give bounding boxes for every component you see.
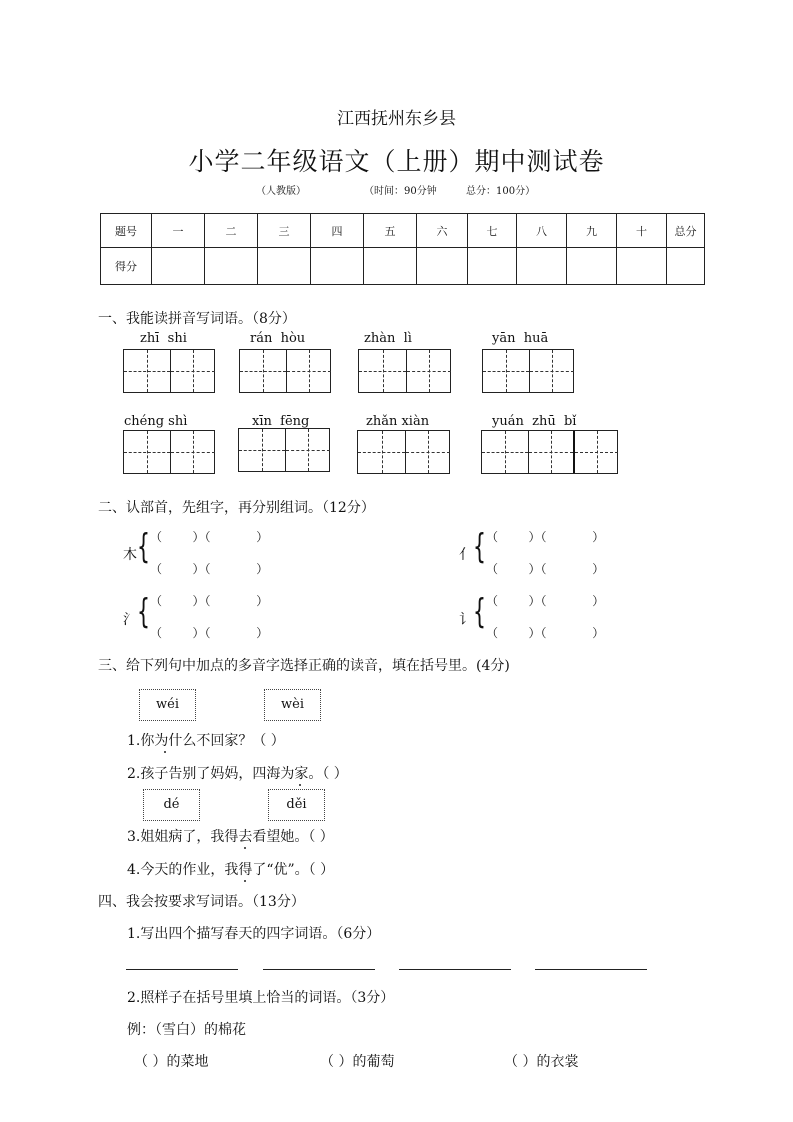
answer-line[interactable] [399, 969, 511, 970]
pinyin-label: zhǎn xiàn [366, 414, 430, 429]
score-header-cell: 四 [311, 214, 364, 248]
writing-grid[interactable] [358, 349, 451, 393]
score-cell[interactable] [468, 248, 517, 285]
writing-grid[interactable] [481, 430, 618, 474]
score-header-cell: 九 [567, 214, 617, 248]
emphasis-dot [164, 751, 166, 753]
answer-blank[interactable]: （ ）（ ） [150, 530, 269, 544]
pinyin-option-box: wéi [139, 689, 196, 721]
brace-icon: { [137, 592, 150, 632]
page-title: 小学二年级语文（上册）期中测试卷 [188, 147, 605, 176]
score-cell[interactable] [205, 248, 258, 285]
emphasis-dot [244, 847, 246, 849]
score-cell[interactable] [311, 248, 364, 285]
total-score-label: 总分：100分） [466, 186, 536, 197]
pinyin-label: xīn fēng [252, 414, 310, 429]
pinyin-label: zhī shi [140, 331, 187, 346]
answer-line[interactable] [535, 969, 647, 970]
radical-ren: 亻 [459, 547, 473, 563]
writing-grid[interactable] [357, 430, 450, 474]
score-row-label: 得分 [101, 248, 152, 285]
example-line: 例：（雪白）的棉花 [127, 1022, 246, 1038]
score-cell[interactable] [364, 248, 417, 285]
score-header-cell: 十 [617, 214, 667, 248]
edition-label: （人教版） [256, 186, 306, 197]
sentence-4: 4.今天的作业，我得了“优”。（ ） [127, 862, 335, 878]
emphasis-dot [244, 880, 246, 882]
pinyin-label: chéng shì [124, 414, 188, 429]
score-cell[interactable] [567, 248, 617, 285]
pinyin-label: zhàn lì [364, 331, 412, 346]
section3-heading: 三、给下列句中加点的多音字选择正确的读音，填在括号里。(4分) [98, 658, 510, 674]
writing-grid[interactable] [239, 349, 331, 393]
score-cell[interactable] [517, 248, 567, 285]
sentence-3: 3.姐姐病了，我得去看望她。（ ） [127, 829, 334, 845]
score-header-cell: 三 [258, 214, 311, 248]
score-cell[interactable] [258, 248, 311, 285]
time-label: （时间：90分钟 [364, 186, 437, 197]
fill-item[interactable]: （ ）的葡萄 [320, 1054, 395, 1070]
score-cell[interactable] [617, 248, 667, 285]
radical-yan: 讠 [459, 612, 473, 628]
pinyin-option-box: děi [268, 789, 325, 821]
writing-grid[interactable] [238, 428, 330, 472]
score-cell[interactable] [152, 248, 205, 285]
pinyin-label: yuán zhū bǐ [492, 414, 577, 429]
score-table [100, 213, 705, 285]
score-cell[interactable] [667, 248, 705, 285]
school-subtitle: 江西抚州东乡县 [337, 109, 456, 129]
answer-blank[interactable]: （ ）（ ） [150, 594, 269, 608]
answer-blank[interactable]: （ ）（ ） [486, 562, 605, 576]
score-header-cell: 七 [468, 214, 517, 248]
answer-line[interactable] [263, 969, 375, 970]
question-4-1: 1.写出四个描写春天的四字词语。（6分） [127, 926, 381, 942]
sentence-2: 2.孩子告别了妈妈，四海为家。（ ） [127, 766, 348, 782]
pinyin-option-box: wèi [264, 689, 321, 721]
answer-blank[interactable]: （ ）（ ） [150, 626, 269, 640]
score-header-cell: 八 [517, 214, 567, 248]
fill-item[interactable]: （ ）的菜地 [134, 1054, 209, 1070]
brace-icon: { [473, 592, 486, 632]
writing-grid[interactable] [482, 349, 574, 393]
score-table-score-row [101, 248, 705, 285]
section4-heading: 四、我会按要求写词语。（13分） [98, 894, 305, 910]
score-header-cell: 总分 [667, 214, 705, 248]
score-header-cell: 题号 [101, 214, 152, 248]
answer-blank[interactable]: （ ）（ ） [150, 562, 269, 576]
score-header-cell: 一 [152, 214, 205, 248]
score-header-cell: 五 [364, 214, 417, 248]
section1-heading: 一、我能读拼音写词语。（8分） [98, 311, 296, 327]
score-cell[interactable] [417, 248, 468, 285]
sentence-1: 1.你为什么不回家？（ ） [127, 733, 285, 749]
brace-icon: { [137, 527, 150, 567]
answer-blank[interactable]: （ ）（ ） [486, 626, 605, 640]
pinyin-label: yān huā [492, 331, 549, 346]
question-4-2: 2.照样子在括号里填上恰当的词语。（3分） [127, 990, 395, 1006]
pinyin-label: rán hòu [250, 331, 306, 346]
score-header-cell: 二 [205, 214, 258, 248]
section2-heading: 二、认部首，先组字，再分别组词。（12分） [98, 500, 375, 516]
writing-grid[interactable] [123, 430, 215, 474]
radical-mu: 木 [123, 547, 137, 563]
brace-icon: { [473, 527, 486, 567]
score-header-cell: 六 [417, 214, 468, 248]
answer-line[interactable] [126, 969, 238, 970]
pinyin-option-box: dé [143, 789, 200, 821]
radical-shui: 氵 [123, 612, 137, 628]
emphasis-dot [299, 784, 301, 786]
answer-blank[interactable]: （ ）（ ） [486, 530, 605, 544]
score-table-header-row [101, 214, 705, 248]
answer-blank[interactable]: （ ）（ ） [486, 594, 605, 608]
writing-grid[interactable] [123, 349, 215, 393]
fill-item[interactable]: （ ）的衣裳 [504, 1054, 579, 1070]
